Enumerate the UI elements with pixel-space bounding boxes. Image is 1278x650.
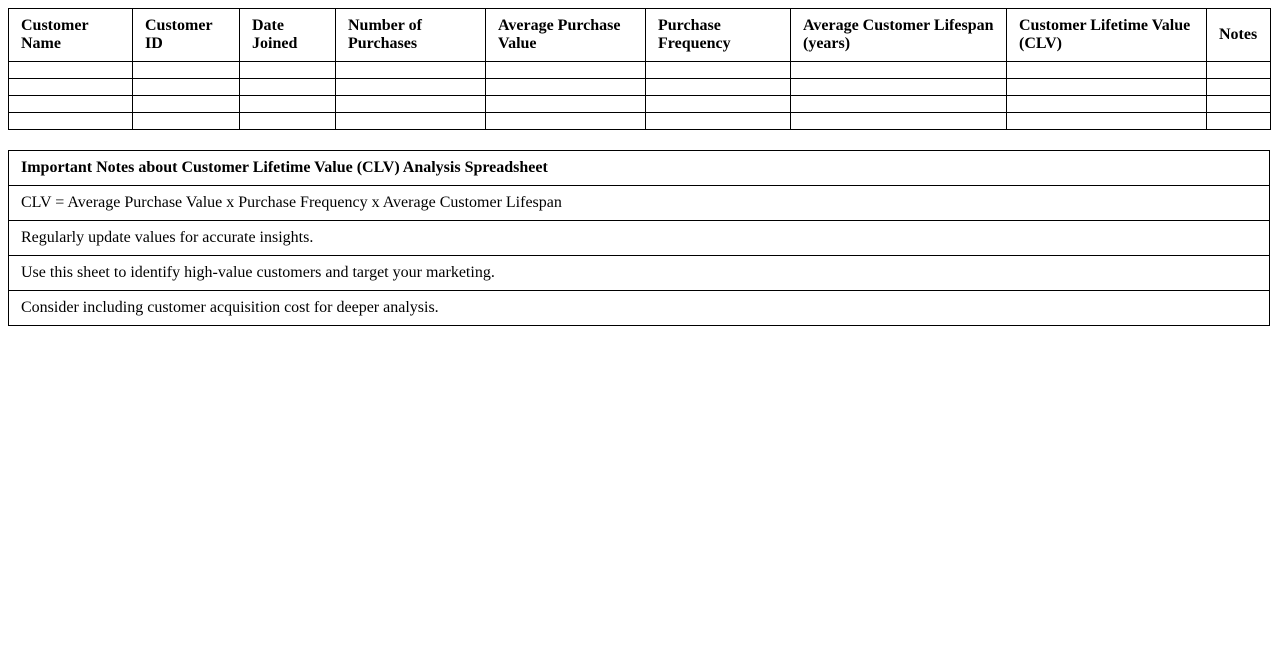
table-cell[interactable] — [791, 113, 1007, 130]
table-cell[interactable] — [336, 79, 486, 96]
header-row — [9, 9, 1271, 62]
table-cell[interactable] — [646, 62, 791, 79]
header-average-purchase-value: Average Purchase Value — [486, 9, 646, 62]
notes-table — [8, 150, 1270, 326]
clv-table-body — [9, 62, 1271, 130]
table-cell[interactable] — [9, 62, 133, 79]
header-number-of-purchases: Number of Purchases — [336, 9, 486, 62]
table-cell[interactable] — [1207, 62, 1271, 79]
notes-title: Important Notes about Customer Lifetime Value (CLV) Analysis Spreadsheet — [9, 151, 1270, 186]
table-cell[interactable] — [9, 96, 133, 113]
table-cell[interactable] — [1007, 79, 1207, 96]
note-identify-customers: Use this sheet to identify high-value customers and target your marketing. — [9, 256, 1270, 291]
header-customer-lifetime-value: Customer Lifetime Value (CLV) — [1007, 9, 1207, 62]
note-row — [9, 221, 1270, 256]
table-cell[interactable] — [240, 113, 336, 130]
table-cell[interactable] — [646, 113, 791, 130]
table-cell[interactable] — [240, 62, 336, 79]
table-cell[interactable] — [486, 62, 646, 79]
table-row — [9, 79, 1271, 96]
note-row — [9, 186, 1270, 221]
table-cell[interactable] — [1007, 113, 1207, 130]
table-cell[interactable] — [1007, 62, 1207, 79]
table-cell[interactable] — [336, 62, 486, 79]
note-row — [9, 256, 1270, 291]
table-cell[interactable] — [9, 113, 133, 130]
header-average-customer-lifespan: Average Customer Lifespan (years) — [791, 9, 1007, 62]
table-cell[interactable] — [646, 79, 791, 96]
table-cell[interactable] — [133, 62, 240, 79]
note-acquisition-cost: Consider including customer acquisition cost for deeper analysis. — [9, 291, 1270, 326]
note-clv-formula: CLV = Average Purchase Value x Purchase Frequency x Average Customer Lifespan — [9, 186, 1270, 221]
table-cell[interactable] — [9, 79, 133, 96]
header-date-joined: Date Joined — [240, 9, 336, 62]
table-cell[interactable] — [791, 96, 1007, 113]
table-row — [9, 96, 1271, 113]
table-cell[interactable] — [486, 96, 646, 113]
table-row — [9, 62, 1271, 79]
header-purchase-frequency: Purchase Frequency — [646, 9, 791, 62]
table-cell[interactable] — [240, 79, 336, 96]
note-row — [9, 291, 1270, 326]
notes-title-row — [9, 151, 1270, 186]
header-notes: Notes — [1207, 9, 1271, 62]
header-customer-id: Customer ID — [133, 9, 240, 62]
table-cell[interactable] — [1207, 79, 1271, 96]
table-cell[interactable] — [486, 79, 646, 96]
table-cell[interactable] — [791, 62, 1007, 79]
table-row — [9, 113, 1271, 130]
table-cell[interactable] — [240, 96, 336, 113]
table-cell[interactable] — [133, 79, 240, 96]
table-cell[interactable] — [336, 96, 486, 113]
table-cell[interactable] — [1007, 96, 1207, 113]
table-cell[interactable] — [1207, 113, 1271, 130]
header-customer-name: Customer Name — [9, 9, 133, 62]
table-cell[interactable] — [791, 79, 1007, 96]
table-cell[interactable] — [133, 113, 240, 130]
table-cell[interactable] — [486, 113, 646, 130]
table-cell[interactable] — [133, 96, 240, 113]
table-cell[interactable] — [336, 113, 486, 130]
clv-data-table — [8, 8, 1271, 130]
table-cell[interactable] — [1207, 96, 1271, 113]
note-update-values: Regularly update values for accurate insights. — [9, 221, 1270, 256]
table-cell[interactable] — [646, 96, 791, 113]
